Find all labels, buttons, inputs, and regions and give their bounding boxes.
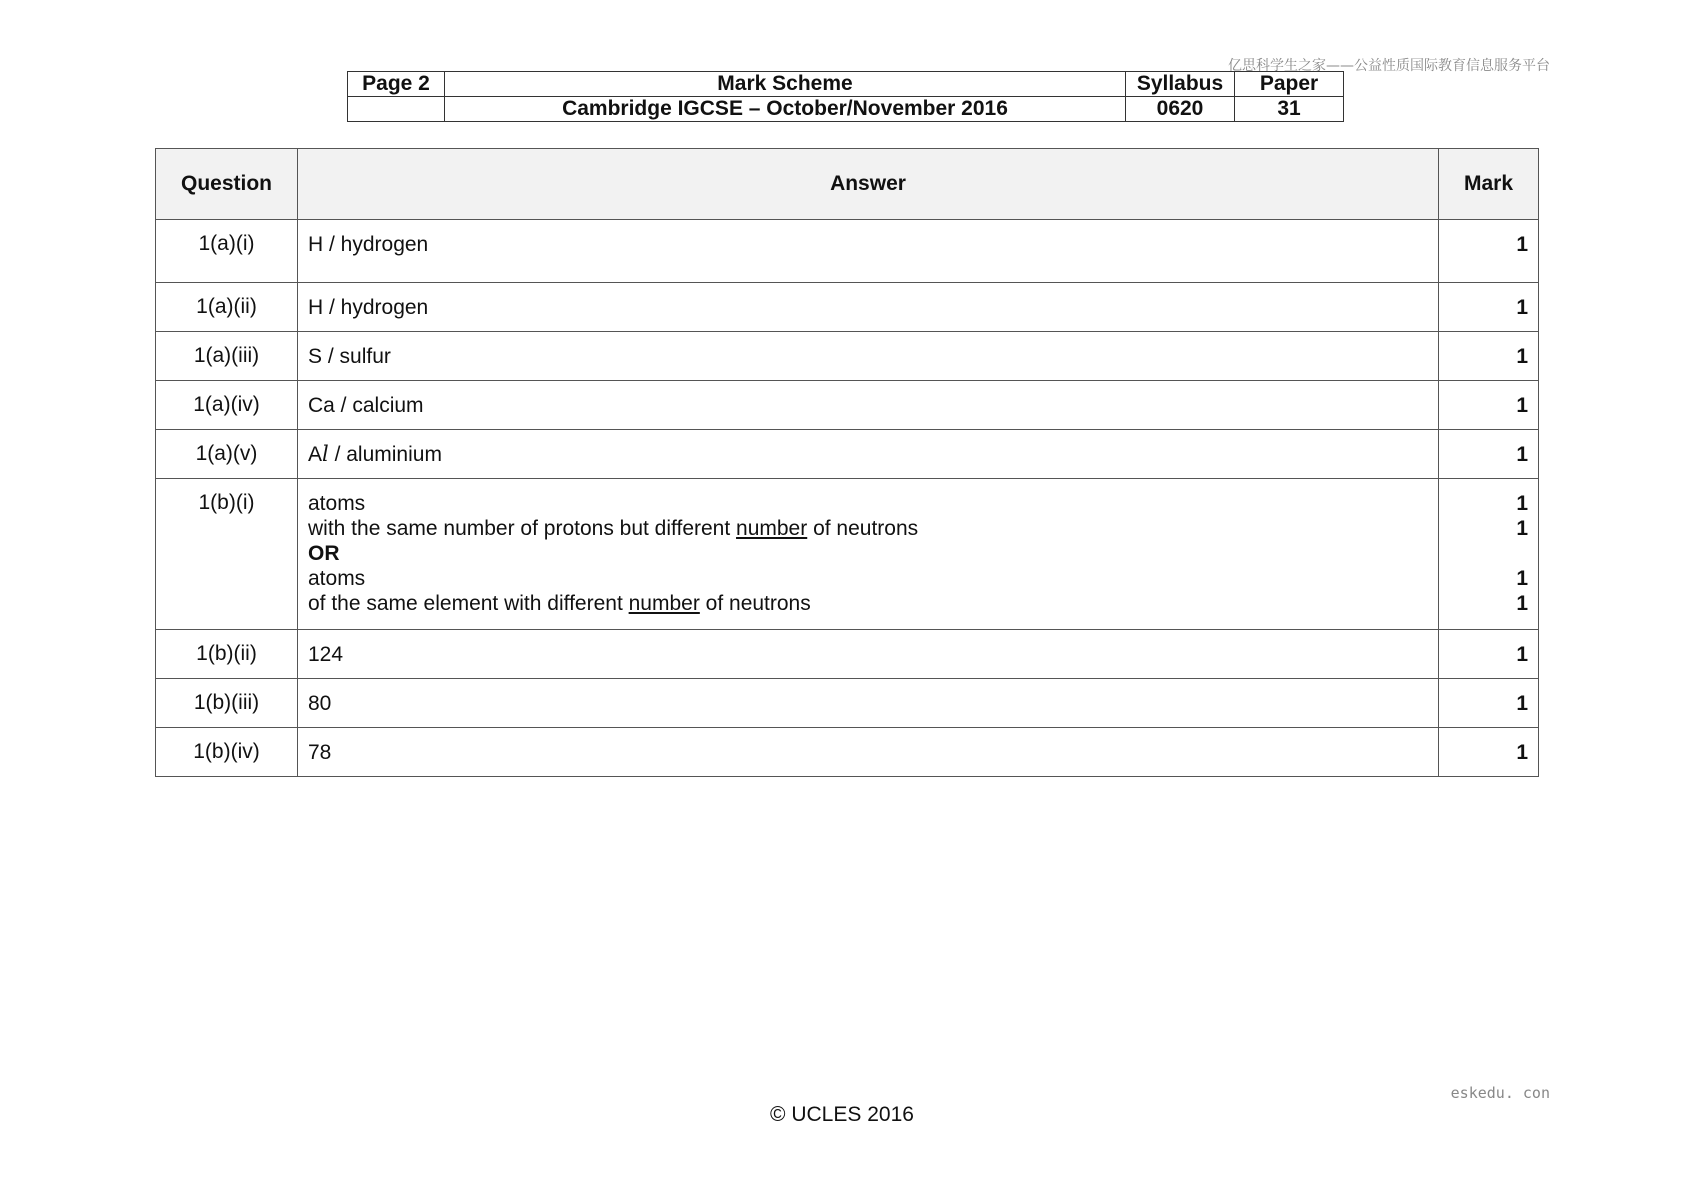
answer-cell: 124 [298, 630, 1439, 679]
table-row [156, 679, 1539, 728]
answer-text-script-l: l [322, 442, 329, 466]
answer-line: atoms [308, 567, 366, 590]
mark-line: 1 [1516, 592, 1528, 615]
table-row [156, 479, 1539, 630]
watermark-top: 亿思科学生之家——公益性质国际教育信息服务平台 [1228, 58, 1550, 74]
answer-line-text: of the same element with different [308, 592, 629, 615]
mark-line: 1 [1516, 517, 1528, 540]
copyright-footer: © UCLES 2016 [770, 1103, 914, 1126]
table-row [156, 220, 1539, 283]
mark-line [1449, 541, 1528, 566]
mark-cell: 1 [1439, 283, 1539, 332]
table-row [156, 728, 1539, 777]
answer-cell [298, 430, 1439, 479]
mark-cell: 1 [1439, 220, 1539, 283]
table-row [156, 381, 1539, 430]
paper-label: Paper [1235, 72, 1344, 97]
question-header: Question [156, 149, 298, 220]
syllabus-label: Syllabus [1126, 72, 1235, 97]
answer-text-prefix: A [308, 443, 323, 466]
answer-cell: Ca / calcium [298, 381, 1439, 430]
watermark-bottom: eskedu. con [1450, 1084, 1550, 1102]
question-cell: 1(b)(ii) [156, 630, 298, 679]
table-row [156, 283, 1539, 332]
answer-cell [298, 479, 1439, 630]
answer-line-text: of neutrons [807, 517, 919, 540]
table-row [156, 430, 1539, 479]
underlined-keyword: number [628, 592, 700, 615]
question-cell: 1(a)(iv) [156, 381, 298, 430]
mark-header: Mark [1439, 149, 1539, 220]
answer-line [308, 591, 1428, 616]
question-cell: 1(b)(i) [156, 479, 298, 630]
mark-cell: 1 [1439, 728, 1539, 777]
mark-cell: 1 [1439, 679, 1539, 728]
answer-line-or: OR [308, 542, 340, 565]
answer-line-text: of neutrons [699, 592, 811, 615]
answer-line: atoms [308, 492, 366, 515]
question-cell: 1(b)(iv) [156, 728, 298, 777]
table-row [156, 332, 1539, 381]
question-cell: 1(b)(iii) [156, 679, 298, 728]
table-row [156, 630, 1539, 679]
mark-cell [1439, 479, 1539, 630]
underlined-keyword: number [736, 517, 808, 540]
answer-line [308, 516, 1428, 541]
question-cell: 1(a)(v) [156, 430, 298, 479]
document-subtitle: Cambridge IGCSE – October/November 2016 [445, 97, 1126, 122]
mark-cell: 1 [1439, 430, 1539, 479]
mark-scheme-table [155, 148, 1539, 777]
page-header [347, 71, 1344, 122]
question-cell: 1(a)(i) [156, 220, 298, 283]
mark-cell: 1 [1439, 332, 1539, 381]
answer-cell: 78 [298, 728, 1439, 777]
answer-cell: H / hydrogen [298, 220, 1439, 283]
answer-header: Answer [298, 149, 1439, 220]
answer-cell: S / sulfur [298, 332, 1439, 381]
table-header-row [156, 149, 1539, 220]
answer-line-text: with the same number of protons but different [308, 517, 737, 540]
mark-cell: 1 [1439, 630, 1539, 679]
mark-line: 1 [1516, 567, 1528, 590]
paper-value: 31 [1235, 97, 1344, 122]
syllabus-value: 0620 [1126, 97, 1235, 122]
question-cell: 1(a)(ii) [156, 283, 298, 332]
page-number: Page 2 [348, 72, 445, 97]
answer-cell: H / hydrogen [298, 283, 1439, 332]
answer-text-rest: / aluminium [328, 443, 442, 466]
mark-line: 1 [1516, 492, 1528, 515]
document-title: Mark Scheme [445, 72, 1126, 97]
question-cell: 1(a)(iii) [156, 332, 298, 381]
page-blank-cell [348, 97, 445, 122]
mark-cell: 1 [1439, 381, 1539, 430]
answer-cell: 80 [298, 679, 1439, 728]
